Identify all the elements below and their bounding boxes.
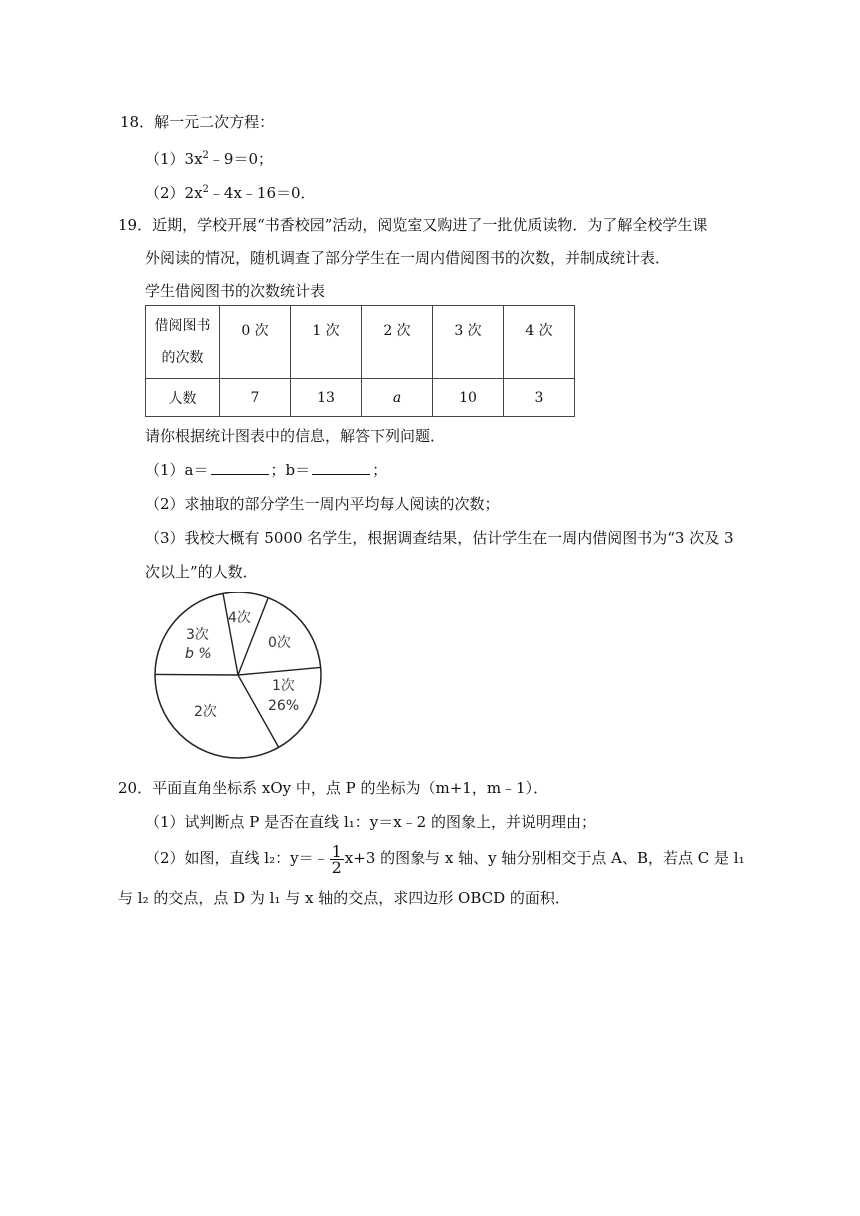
answer-blank-a xyxy=(211,460,269,475)
pie-chart xyxy=(150,592,330,762)
q18-part2-sup: 2 xyxy=(202,184,209,195)
q20-part2-pre: （2）如图，直线 l₂：y＝﹣ xyxy=(145,849,329,867)
q19-part3-line1: （3）我校大概有 5000 名学生，根据调查结果，估计学生在一周内借阅图书为“3 次及 3 xyxy=(145,529,734,547)
q19-part1-sep: ；b＝ xyxy=(270,461,311,479)
q18-part2 xyxy=(145,180,316,203)
table-row xyxy=(146,306,575,379)
fraction-numerator: 1 xyxy=(331,841,342,861)
q19-ask: 请你根据统计图表中的信息，解答下列问题． xyxy=(145,427,446,445)
table-col-2: 2 次 xyxy=(362,306,433,379)
pie-label-2: 2次 xyxy=(194,704,217,720)
table-value-0: 7 xyxy=(220,379,291,417)
q20-part2-post: x+3 的图象与 x 轴、y 轴分别相交于点 A、B，若点 C 是 l₁ xyxy=(344,849,745,867)
stats-table xyxy=(145,305,575,417)
table-row xyxy=(146,379,575,417)
table-header-line2: 的次数 xyxy=(161,350,204,366)
table-col-3: 3 次 xyxy=(433,306,504,379)
q20-part2 xyxy=(145,840,745,876)
q20-part2-line2: 与 l₂ 的交点，点 D 为 l₁ 与 x 轴的交点，求四边形 OBCD 的面积． xyxy=(118,889,570,907)
table-col-1: 1 次 xyxy=(291,306,362,379)
pie-label-3: 3次 xyxy=(186,627,209,643)
q19-part2: （2）求抽取的部分学生一周内平均每人阅读的次数； xyxy=(145,495,500,513)
table-value-1: 13 xyxy=(291,379,362,417)
q18-part1 xyxy=(145,146,273,169)
q18-part1-pre: （1）3x xyxy=(145,150,203,168)
pie-label-1-pct: 26% xyxy=(268,698,300,714)
q20-part1: （1）试判断点 P 是否在直线 l₁：y＝x﹣2 的图象上，并说明理由； xyxy=(145,813,596,831)
pie-label-4: 4次 xyxy=(228,610,251,626)
q19-part1 xyxy=(145,460,387,480)
q18-part1-sup: 2 xyxy=(202,150,209,161)
table-header-line1: 借阅图书 xyxy=(154,318,211,334)
pie-divider xyxy=(155,674,238,675)
table-col-0: 0 次 xyxy=(220,306,291,379)
pie-label-3-pct: b % xyxy=(185,646,212,662)
fraction-denominator: 2 xyxy=(331,857,342,877)
table-header-cell xyxy=(146,306,220,379)
q19-part3-line2: 次以上”的人数． xyxy=(145,563,258,581)
q20-line1: 20．平面直角坐标系 xOy 中，点 P 的坐标为（m+1，m﹣1）． xyxy=(118,779,549,797)
answer-blank-b xyxy=(312,460,370,475)
q18-part1-post: ﹣9＝0； xyxy=(208,150,274,168)
q18-part2-pre: （2）2x xyxy=(145,184,203,202)
q19-intro-line1: 19．近期，学校开展“书香校园”活动，阅览室又购进了一批优质读物．为了解全校学生课 xyxy=(118,216,708,234)
q19-intro-line2: 外阅读的情况，随机调查了部分学生在一周内借阅图书的次数，并制成统计表． xyxy=(145,249,671,267)
q19-part1-end: ； xyxy=(372,461,388,479)
pie-label-0: 0次 xyxy=(268,635,291,651)
q18-part2-post: ﹣4x﹣16＝0． xyxy=(208,184,316,202)
table-value-4: 3 xyxy=(504,379,575,417)
q19-table-caption: 学生借阅图书的次数统计表 xyxy=(145,282,326,300)
q18-title: 18．解一元二次方程： xyxy=(120,113,275,131)
fraction xyxy=(330,841,344,877)
table-value-3: 10 xyxy=(433,379,504,417)
pie-label-1: 1次 xyxy=(272,678,295,694)
table-value-2: a xyxy=(362,379,433,417)
table-row-label: 人数 xyxy=(146,379,220,417)
q19-part1-a: （1）a＝ xyxy=(145,461,209,479)
table-col-4: 4 次 xyxy=(504,306,575,379)
